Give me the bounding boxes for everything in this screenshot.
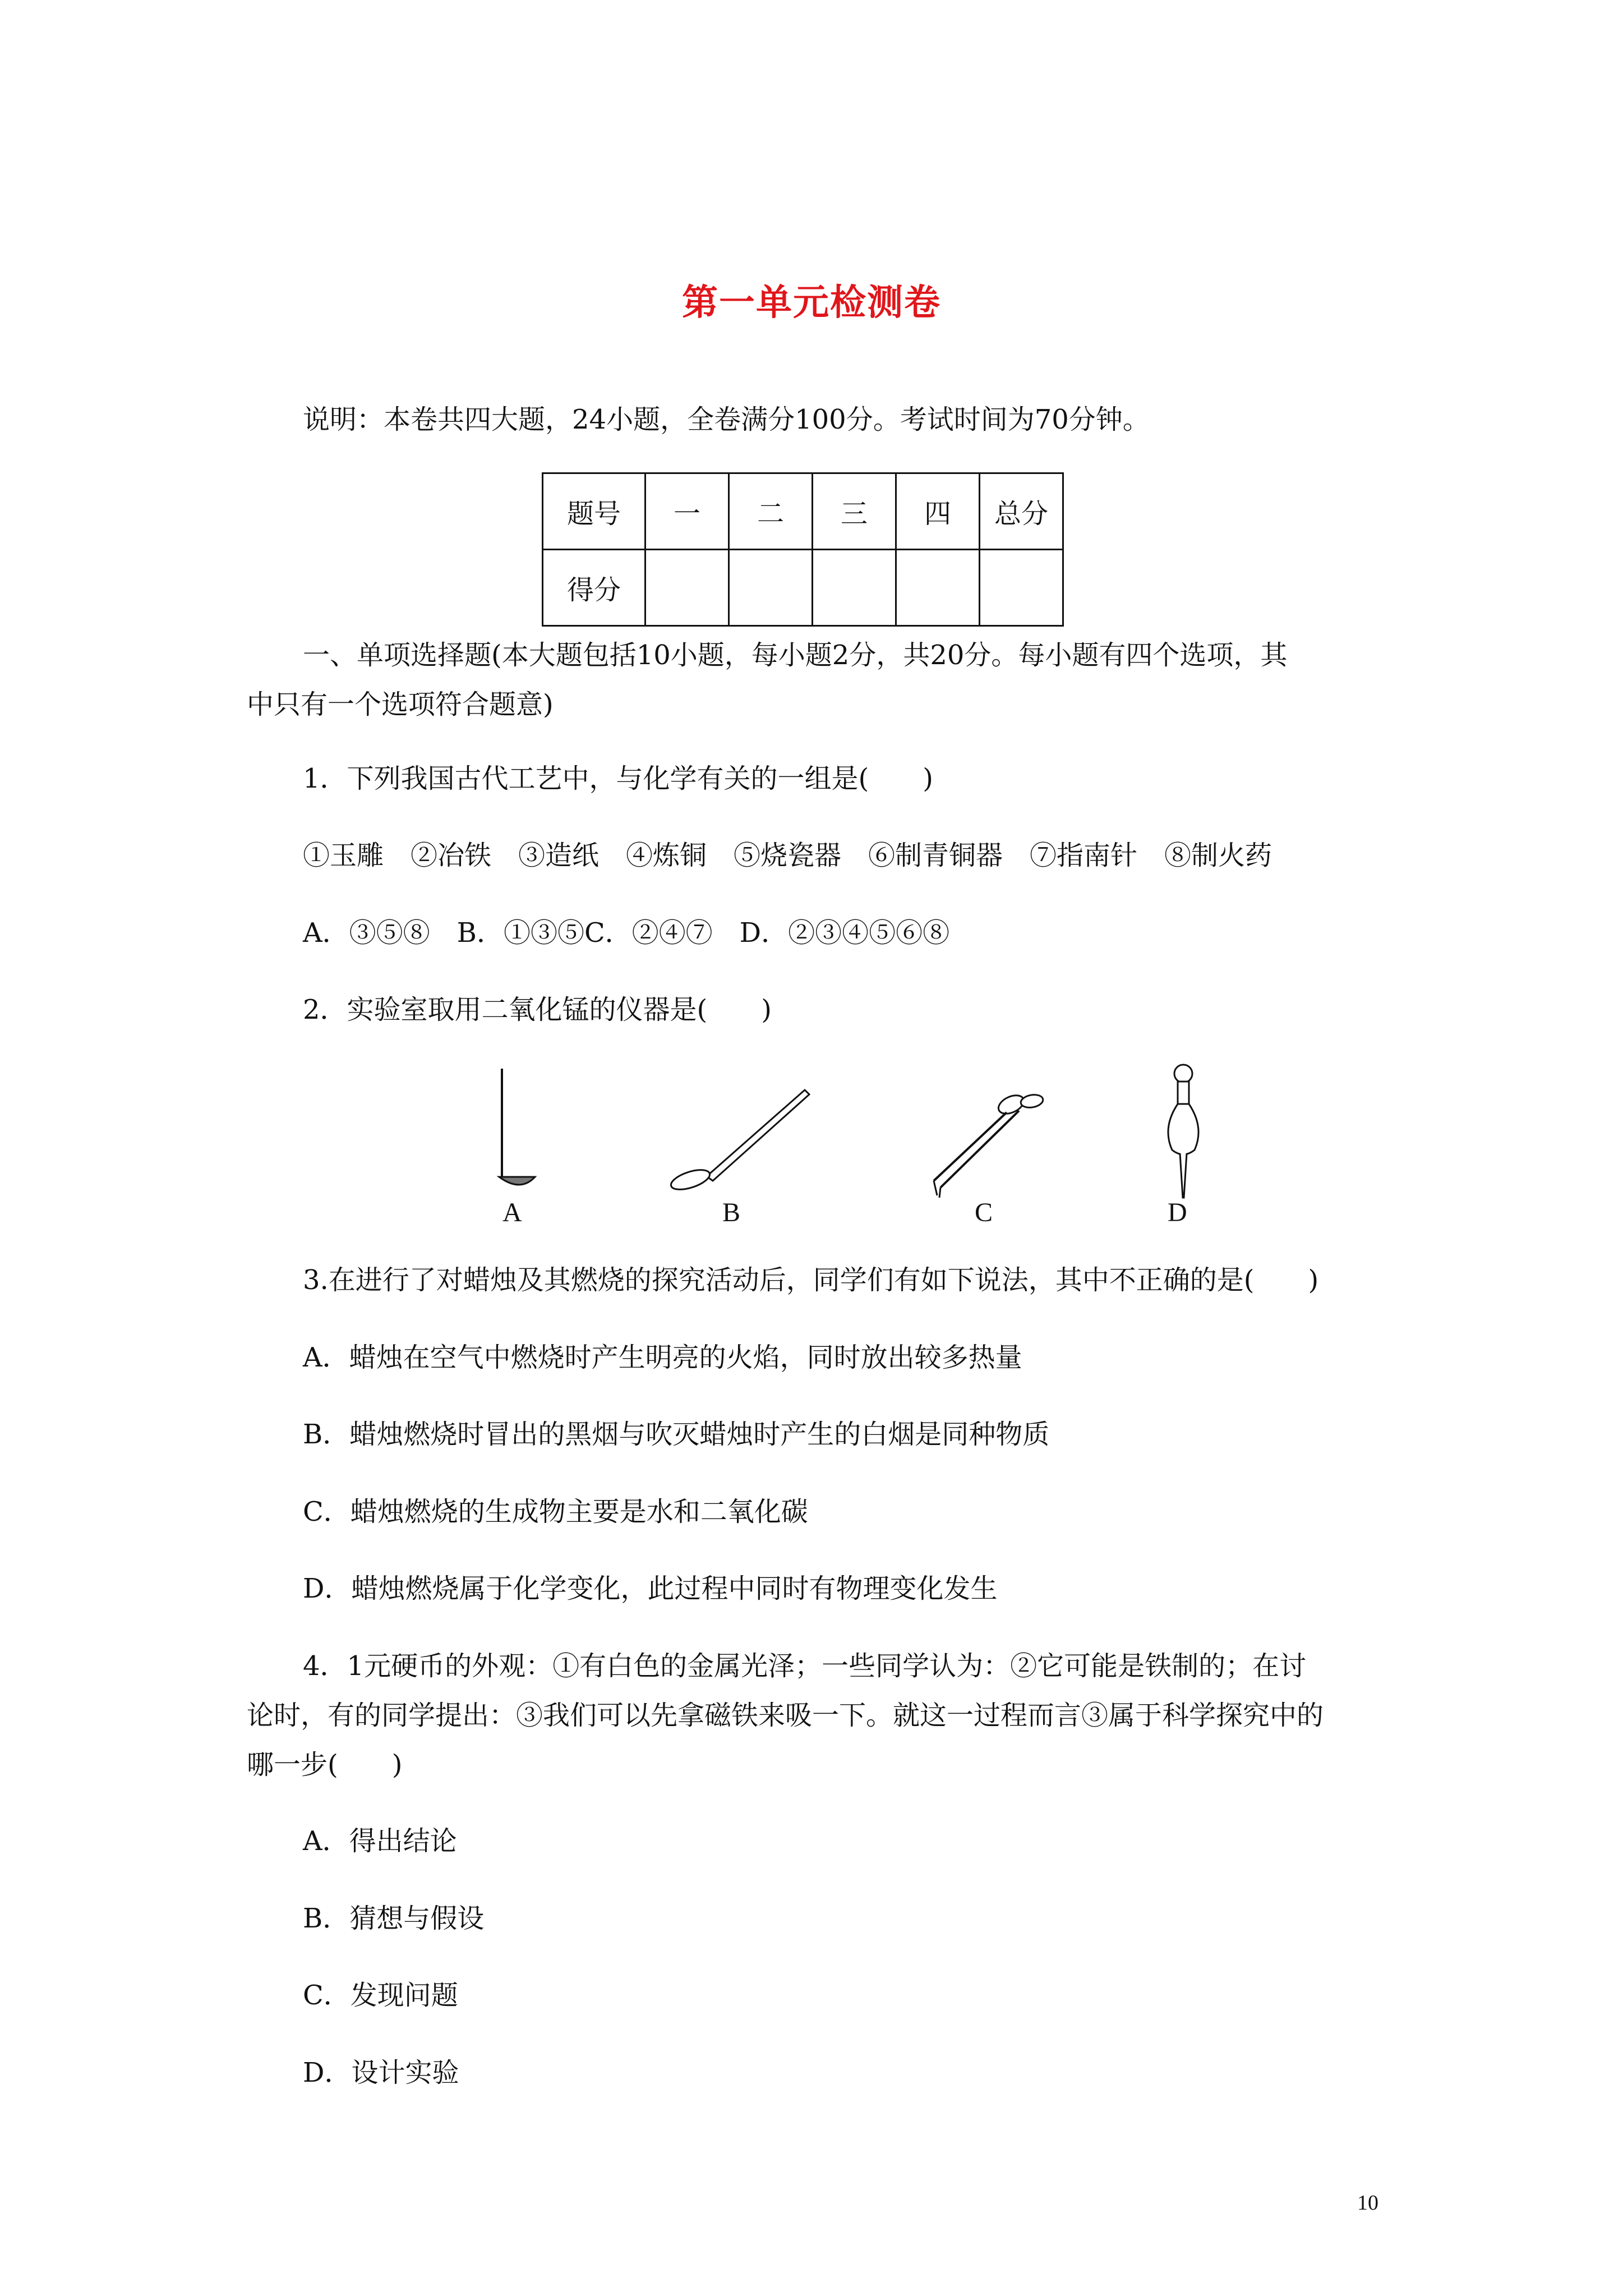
score-table-header-row <box>543 473 1063 550</box>
score-input-cell[interactable] <box>729 550 813 626</box>
option-label-c: C <box>975 1198 993 1227</box>
question-1-options: A．③⑤⑧ B．①③⑤C．②④⑦ D．②③④⑤⑥⑧ <box>303 917 950 949</box>
question-4-stem-line3: 哪一步( ) <box>247 1749 403 1780</box>
page-number: 10 <box>1357 2191 1378 2215</box>
question-4-option-c: C．发现问题 <box>303 1980 458 2011</box>
question-1-stem: 1．下列我国古代工艺中，与化学有关的一组是( ) <box>303 763 933 794</box>
spatula-icon <box>659 1080 822 1192</box>
option-label-b: B <box>722 1198 741 1227</box>
question-3-option-d: D．蜡烛燃烧属于化学变化，此过程中同时有物理变化发生 <box>303 1573 998 1604</box>
dropper-icon <box>1155 1060 1211 1217</box>
score-input-cell[interactable] <box>980 550 1063 626</box>
question-1-items: ①玉雕 ②冶铁 ③造纸 ④炼铜 ⑤烧瓷器 ⑥制青铜器 ⑦指南针 ⑧制火药 <box>303 840 1272 871</box>
question-3-option-c: C．蜡烛燃烧的生成物主要是水和二氧化碳 <box>303 1496 808 1527</box>
score-header-cell: 题号 <box>543 473 645 550</box>
question-2-stem: 2．实验室取用二氧化锰的仪器是( ) <box>303 994 772 1025</box>
score-header-cell: 一 <box>645 473 729 550</box>
question-3-option-a: A．蜡烛在空气中燃烧时产生明亮的火焰，同时放出较多热量 <box>303 1342 1022 1373</box>
question-4-option-a: A．得出结论 <box>303 1825 457 1857</box>
score-input-cell[interactable] <box>896 550 980 626</box>
score-input-cell[interactable] <box>645 550 729 626</box>
score-table-score-row <box>543 550 1063 626</box>
section-heading: 一、单项选择题(本大题包括10小题，每小题2分，共20分。每小题有四个选项，其 <box>303 639 1288 671</box>
crucible-tongs-icon <box>917 1085 1052 1203</box>
question-4-option-b: B．猜想与假设 <box>303 1903 485 1934</box>
score-header-cell: 总分 <box>980 473 1063 550</box>
option-label-d: D <box>1168 1198 1187 1227</box>
page-title: 第一单元检测卷 <box>682 282 941 324</box>
question-3-stem: 3.在进行了对蜡烛及其燃烧的探究活动后，同学们有如下说法，其中不正确的是( ) <box>303 1264 1319 1296</box>
section-heading-cont: 中只有一个选项符合题意) <box>247 689 554 720</box>
question-4-stem-line1: 4．1元硬币的外观：①有白色的金属光泽；一些同学认为：②它可能是铁制的；在讨 <box>303 1650 1307 1682</box>
medicine-spoon-icon <box>477 1066 566 1189</box>
score-table <box>542 472 1064 627</box>
score-input-cell[interactable] <box>813 550 896 626</box>
question-4-stem-line2: 论时，有的同学提出：③我们可以先拿磁铁来吸一下。就这一过程而言③属于科学探究中的 <box>247 1700 1324 1731</box>
question-3-option-b: B．蜡烛燃烧时冒出的黑烟与吹灭蜡烛时产生的白烟是同种物质 <box>303 1419 1050 1450</box>
question-4-option-d: D．设计实验 <box>303 2057 459 2088</box>
score-header-cell: 二 <box>729 473 813 550</box>
option-label-a: A <box>502 1198 522 1227</box>
score-header-cell: 三 <box>813 473 896 550</box>
exam-instructions: 说明：本卷共四大题，24小题，全卷满分100分。考试时间为70分钟。 <box>303 404 1150 435</box>
score-row-label: 得分 <box>543 550 645 626</box>
score-header-cell: 四 <box>896 473 980 550</box>
